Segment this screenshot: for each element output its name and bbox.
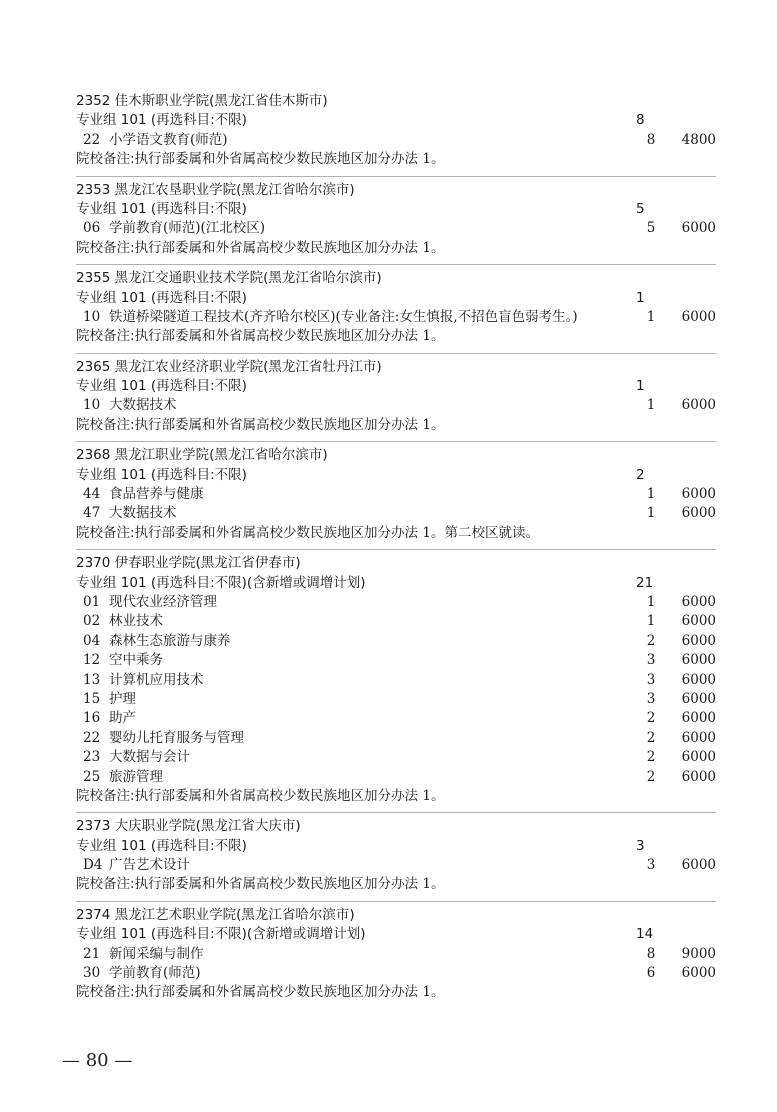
school-note [76, 787, 716, 806]
school-block [76, 549, 716, 806]
major-name: 旅游管理 [109, 768, 163, 785]
major-plan-count: 1 [646, 613, 656, 630]
major-name: 大数据技术 [109, 505, 177, 522]
major-row [76, 219, 716, 238]
school-block [76, 812, 716, 895]
major-plan-count: 1 [646, 397, 656, 414]
major-row [76, 485, 716, 504]
major-plan-count: 2 [646, 729, 656, 746]
major-row [76, 945, 716, 964]
major-tuition: 9000 [681, 945, 716, 962]
major-row [76, 964, 716, 983]
group-total: 1 [636, 378, 645, 395]
major-plan-count: 1 [646, 486, 656, 503]
group-label: 专业组 101 (再选科目:不限) [76, 378, 247, 395]
major-row [76, 709, 716, 728]
group-label: 专业组 101 (再选科目:不限) [76, 289, 247, 306]
major-tuition: 6000 [681, 486, 716, 503]
group-total: 3 [636, 837, 645, 854]
major-row [76, 671, 716, 690]
major-plan-count: 1 [646, 594, 656, 610]
major-name: 新闻采编与制作 [109, 945, 204, 962]
major-name: 铁道桥梁隧道工程技术(齐齐哈尔校区)(专业备注:女生慎报,不招色盲色弱考生。) [109, 308, 578, 325]
group-row [76, 200, 716, 219]
school-note [76, 524, 716, 543]
major-code: 16 [83, 710, 101, 727]
school-block [76, 441, 716, 543]
admission-plan-list [76, 88, 716, 1009]
note-label: 院校备注: [76, 876, 135, 893]
major-name: 现代农业经济管理 [109, 594, 217, 610]
note-text: 执行部委属和外省属高校少数民族地区加分办法 1。 [134, 416, 445, 433]
major-code: 30 [83, 965, 101, 982]
major-name: 广告艺术设计 [109, 857, 190, 874]
major-name: 食品营养与健康 [109, 486, 204, 503]
major-name: 计算机应用技术 [109, 671, 204, 688]
group-row [76, 837, 716, 856]
school-header: 2353 黑龙江农垦职业学院(黑龙江省哈尔滨市) [76, 181, 355, 198]
note-label: 院校备注: [76, 328, 135, 345]
major-plan-count: 3 [646, 671, 656, 688]
group-total: 1 [636, 289, 645, 306]
group-total: 21 [636, 574, 654, 591]
note-label: 院校备注: [76, 787, 135, 804]
group-row [76, 925, 716, 944]
major-plan-count: 2 [646, 710, 656, 727]
major-plan-count: 3 [646, 652, 656, 669]
major-plan-count: 1 [646, 505, 656, 522]
note-text: 执行部委属和外省属高校少数民族地区加分办法 1。 [134, 984, 445, 1001]
major-tuition: 6000 [681, 308, 716, 325]
major-name: 大数据技术 [109, 397, 177, 414]
major-row [76, 396, 716, 415]
major-name: 空中乘务 [109, 652, 163, 669]
major-code: 15 [83, 690, 101, 707]
major-code: 13 [83, 671, 101, 688]
school-note [76, 983, 716, 1002]
school-block [76, 901, 716, 1003]
school-block [76, 264, 716, 347]
major-tuition: 6000 [681, 710, 716, 727]
major-name: 婴幼儿托育服务与管理 [109, 729, 244, 746]
group-label: 专业组 101 (再选科目:不限) [76, 112, 247, 129]
major-tuition: 6000 [681, 632, 716, 649]
page-number: — 80 — [62, 1050, 133, 1071]
school-header: 2370 伊春职业学院(黑龙江省伊春市) [76, 555, 301, 572]
school-note [76, 239, 716, 258]
major-name: 助产 [109, 710, 136, 727]
major-plan-count: 6 [646, 965, 656, 982]
major-name: 护理 [109, 690, 136, 707]
major-row [76, 651, 716, 670]
major-plan-count: 8 [646, 131, 656, 148]
major-code: 44 [83, 486, 101, 503]
note-text: 执行部委属和外省属高校少数民族地区加分办法 1。 [134, 328, 445, 345]
school-header: 2373 大庆职业学院(黑龙江省大庆市) [76, 818, 301, 835]
major-tuition: 6000 [681, 594, 716, 610]
major-row [76, 612, 716, 631]
group-total: 5 [636, 200, 645, 217]
note-text: 执行部委属和外省属高校少数民族地区加分办法 1。 [134, 151, 445, 168]
group-label: 专业组 101 (再选科目:不限) [76, 200, 247, 217]
major-tuition: 6000 [681, 729, 716, 746]
major-name: 小学语文教育(师范) [109, 131, 228, 148]
major-tuition: 6000 [681, 652, 716, 669]
major-tuition: 6000 [681, 397, 716, 414]
group-label: 专业组 101 (再选科目:不限) [76, 466, 247, 483]
major-code: D4 [83, 857, 103, 874]
major-tuition: 6000 [681, 965, 716, 982]
school-note [76, 150, 716, 169]
group-label: 专业组 101 (再选科目:不限)(含新增或调增计划) [76, 926, 366, 943]
group-total: 2 [636, 466, 645, 483]
major-row [76, 729, 716, 748]
major-tuition: 6000 [681, 671, 716, 688]
group-label: 专业组 101 (再选科目:不限) [76, 837, 247, 854]
major-row [76, 632, 716, 651]
major-row [76, 308, 716, 327]
note-label: 院校备注: [76, 984, 135, 1001]
note-text: 执行部委属和外省属高校少数民族地区加分办法 1。 [134, 876, 445, 893]
major-tuition: 6000 [681, 220, 716, 237]
major-name: 学前教育(师范)(江北校区) [109, 220, 266, 237]
major-plan-count: 5 [646, 220, 656, 237]
major-plan-count: 8 [646, 945, 656, 962]
major-code: 01 [83, 594, 101, 610]
group-label: 专业组 101 (再选科目:不限)(含新增或调增计划) [76, 574, 366, 591]
major-code: 04 [83, 632, 101, 649]
group-row [76, 377, 716, 396]
group-row [76, 289, 716, 308]
group-row [76, 574, 716, 593]
major-plan-count: 1 [646, 308, 656, 325]
major-code: 23 [83, 749, 101, 766]
major-code: 06 [83, 220, 101, 237]
school-header: 2355 黑龙江交通职业技术学院(黑龙江省哈尔滨市) [76, 270, 382, 287]
school-note [76, 327, 716, 346]
school-header: 2368 黑龙江职业学院(黑龙江省哈尔滨市) [76, 447, 328, 464]
major-plan-count: 2 [646, 749, 656, 766]
school-header: 2374 黑龙江艺术职业学院(黑龙江省哈尔滨市) [76, 906, 355, 923]
major-code: 02 [83, 613, 101, 630]
major-tuition: 6000 [681, 613, 716, 630]
major-row [76, 593, 716, 612]
school-note [76, 875, 716, 894]
note-label: 院校备注: [76, 416, 135, 433]
school-block [76, 176, 716, 259]
major-code: 10 [83, 397, 101, 414]
major-tuition: 4800 [681, 131, 716, 148]
major-row [76, 748, 716, 767]
major-plan-count: 2 [646, 768, 656, 785]
major-row [76, 131, 716, 150]
group-total: 14 [636, 926, 654, 943]
major-code: 22 [83, 131, 101, 148]
major-code: 47 [83, 505, 101, 522]
major-row [76, 690, 716, 709]
major-row [76, 504, 716, 523]
note-label: 院校备注: [76, 239, 135, 256]
major-name: 林业技术 [109, 613, 163, 630]
school-header: 2352 佳木斯职业学院(黑龙江省佳木斯市) [76, 93, 328, 109]
major-name: 学前教育(师范) [109, 965, 201, 982]
note-text: 执行部委属和外省属高校少数民族地区加分办法 1。第二校区就读。 [134, 524, 539, 541]
major-plan-count: 3 [646, 857, 656, 874]
major-code: 21 [83, 945, 101, 962]
major-tuition: 6000 [681, 505, 716, 522]
major-tuition: 6000 [681, 690, 716, 707]
group-row [76, 466, 716, 485]
school-block [76, 353, 716, 436]
major-code: 22 [83, 729, 101, 746]
note-label: 院校备注: [76, 524, 135, 541]
major-code: 25 [83, 768, 101, 785]
note-text: 执行部委属和外省属高校少数民族地区加分办法 1。 [134, 787, 445, 804]
major-plan-count: 2 [646, 632, 656, 649]
major-plan-count: 3 [646, 690, 656, 707]
major-tuition: 6000 [681, 768, 716, 785]
group-row [76, 111, 716, 130]
school-note [76, 416, 716, 435]
major-name: 森林生态旅游与康养 [109, 632, 231, 649]
major-tuition: 6000 [681, 857, 716, 874]
major-tuition: 6000 [681, 749, 716, 766]
school-header: 2365 黑龙江农业经济职业学院(黑龙江省牡丹江市) [76, 358, 382, 375]
school-block [76, 88, 716, 170]
major-row [76, 768, 716, 787]
note-label: 院校备注: [76, 151, 135, 168]
major-code: 12 [83, 652, 101, 669]
major-row [76, 856, 716, 875]
note-text: 执行部委属和外省属高校少数民族地区加分办法 1。 [134, 239, 445, 256]
group-total: 8 [636, 112, 645, 129]
major-name: 大数据与会计 [109, 749, 190, 766]
major-code: 10 [83, 308, 101, 325]
